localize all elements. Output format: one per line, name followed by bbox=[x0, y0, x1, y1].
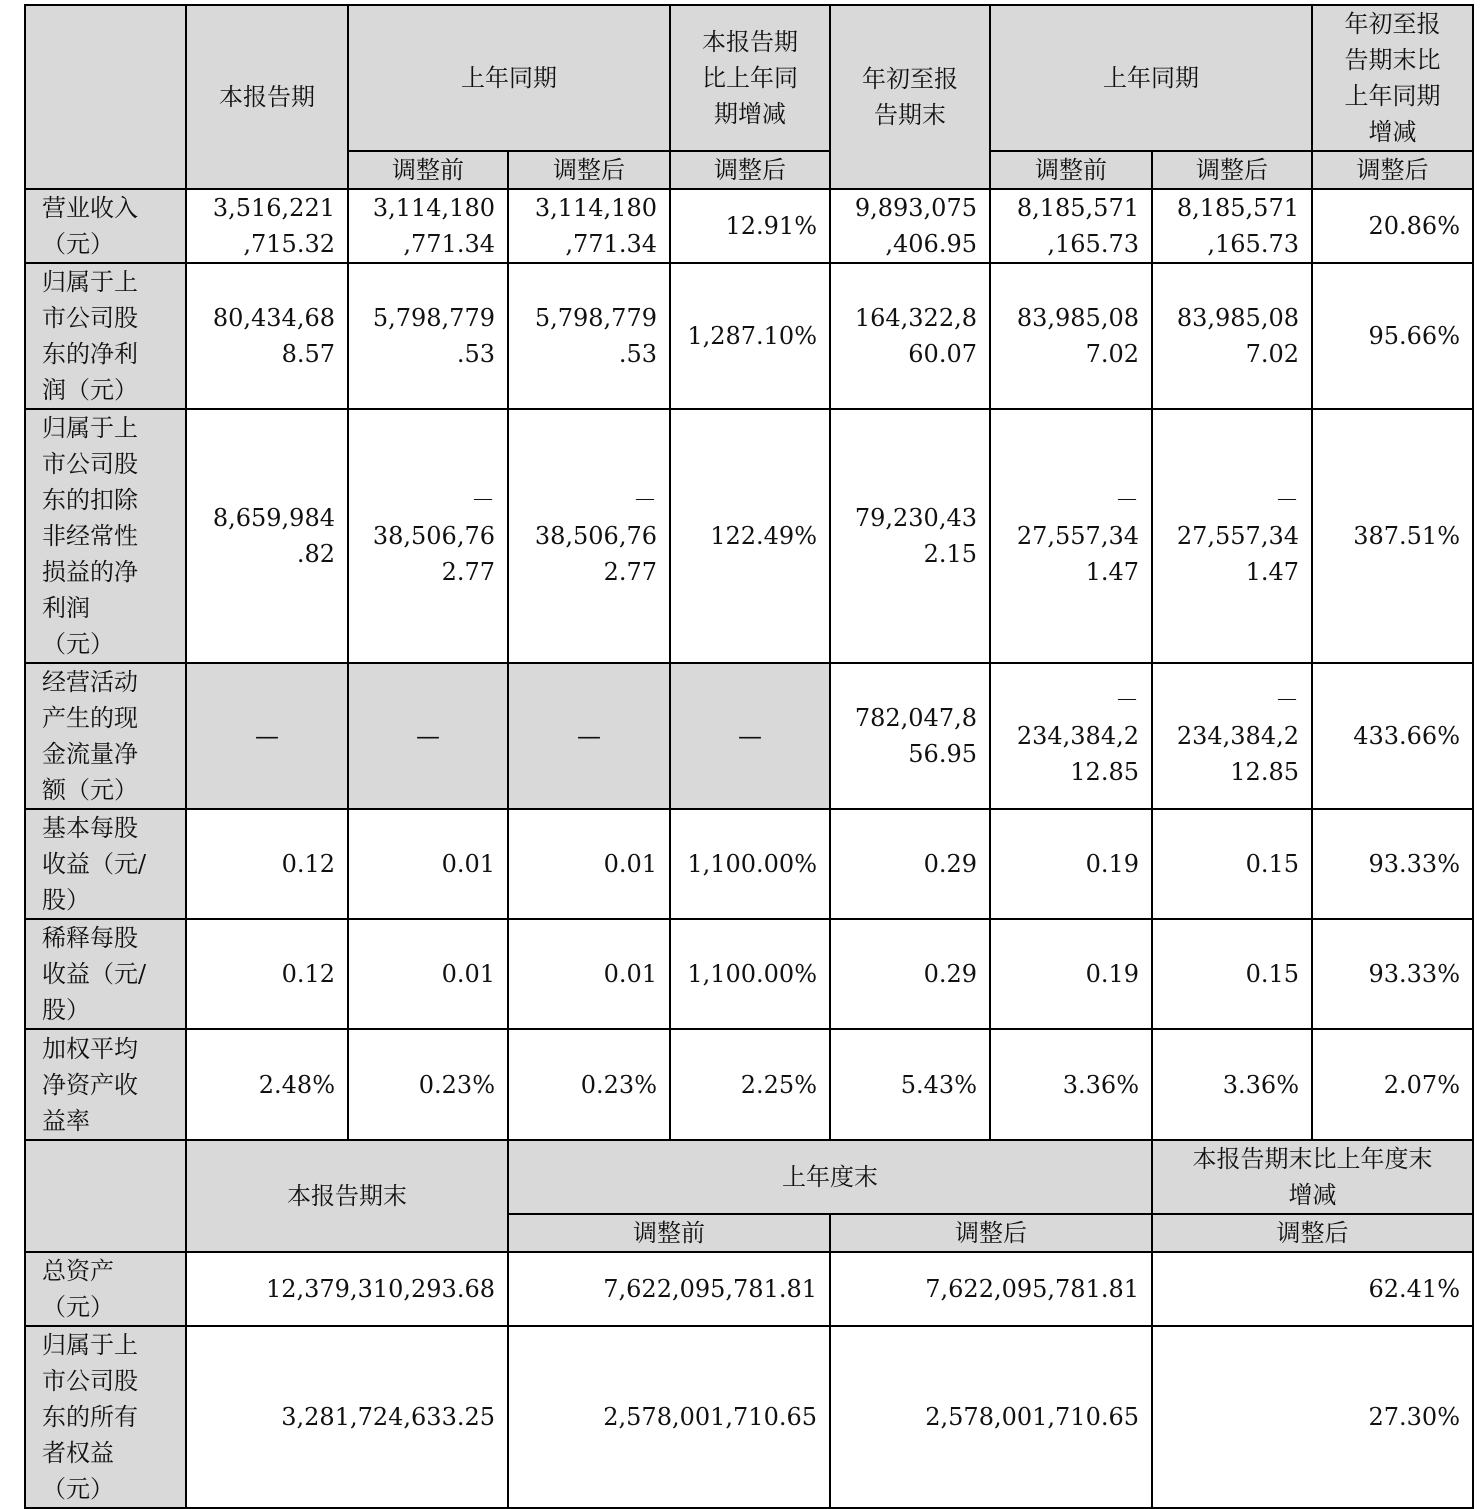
cell-current: 3,516,221 ,715.32 bbox=[186, 189, 348, 263]
row-label: 经营活动 产生的现 金流量净 额（元） bbox=[25, 663, 186, 809]
cell-ytd-prior-after: － 234,384,2 12.85 bbox=[1152, 663, 1312, 809]
cell-ytd-prior-after: 83,985,08 7.02 bbox=[1152, 263, 1312, 409]
subheader-before-adjustment: 调整前 bbox=[990, 151, 1152, 189]
table-row bbox=[25, 1029, 1473, 1140]
cell-change: 1,100.00% bbox=[670, 809, 830, 919]
cell-ytd-change: 2.07% bbox=[1312, 1029, 1473, 1140]
header-blank-cell bbox=[25, 5, 186, 189]
cell-change: 1,287.10% bbox=[670, 263, 830, 409]
cell-ytd-prior-before: 0.19 bbox=[990, 809, 1152, 919]
row-label: 总资产 （元） bbox=[25, 1252, 186, 1326]
cell-change: 27.30% bbox=[1152, 1326, 1473, 1508]
subheader-after-adjustment: 调整后 bbox=[670, 151, 830, 189]
cell-prior-before: 5,798,779 .53 bbox=[348, 263, 508, 409]
cell-prior-after: 7,622,095,781.81 bbox=[830, 1252, 1152, 1326]
row-label: 归属于上 市公司股 东的扣除 非经常性 损益的净 利润 （元） bbox=[25, 409, 186, 663]
cell-prior-before: 0.01 bbox=[348, 919, 508, 1029]
cell-prior-after: － 38,506,76 2.77 bbox=[508, 409, 670, 663]
cell-ytd-change: 387.51% bbox=[1312, 409, 1473, 663]
cell-ytd-prior-before: 83,985,08 7.02 bbox=[990, 263, 1152, 409]
row-label: 稀释每股 收益（元/ 股） bbox=[25, 919, 186, 1029]
cell-ytd-prior-before: 0.19 bbox=[990, 919, 1152, 1029]
header-period-end: 本报告期末 bbox=[186, 1140, 508, 1252]
header-ytd-vs-prior: 年初至报 告期末比 上年同期 增减 bbox=[1312, 5, 1473, 151]
cell-ytd-prior-before: 3.36% bbox=[990, 1029, 1152, 1140]
cell-current: 8,659,984 .82 bbox=[186, 409, 348, 663]
cell-current: 80,434,68 8.57 bbox=[186, 263, 348, 409]
cell-current-na: — bbox=[186, 663, 348, 809]
cell-ytd: 79,230,43 2.15 bbox=[830, 409, 990, 663]
cell-ytd-change: 93.33% bbox=[1312, 919, 1473, 1029]
cell-current: 0.12 bbox=[186, 919, 348, 1029]
row-label: 归属于上 市公司股 东的所有 者权益 （元） bbox=[25, 1326, 186, 1508]
cell-ytd-prior-before: 8,185,571 ,165.73 bbox=[990, 189, 1152, 263]
cell-prior-before: 2,578,001,710.65 bbox=[508, 1326, 830, 1508]
cell-prior-before: 0.01 bbox=[348, 809, 508, 919]
cell-change: 122.49% bbox=[670, 409, 830, 663]
cell-ytd: 0.29 bbox=[830, 809, 990, 919]
cell-ytd: 782,047,8 56.95 bbox=[830, 663, 990, 809]
cell-change: 62.41% bbox=[1152, 1252, 1473, 1326]
cell-ytd-prior-after: 0.15 bbox=[1152, 919, 1312, 1029]
table-row bbox=[25, 919, 1473, 1029]
cell-prior-after: 5,798,779 .53 bbox=[508, 263, 670, 409]
cell-prior-after: 0.23% bbox=[508, 1029, 670, 1140]
cell-prior-after: 3,114,180 ,771.34 bbox=[508, 189, 670, 263]
table-row bbox=[25, 409, 1473, 663]
cell-current: 2.48% bbox=[186, 1029, 348, 1140]
table-row bbox=[25, 189, 1473, 263]
row-label: 加权平均 净资产收 益率 bbox=[25, 1029, 186, 1140]
cell-ytd: 5.43% bbox=[830, 1029, 990, 1140]
row-label: 归属于上 市公司股 东的净利 润（元） bbox=[25, 263, 186, 409]
key-financial-data-table bbox=[24, 4, 1474, 1509]
cell-prior-after: 2,578,001,710.65 bbox=[830, 1326, 1152, 1508]
cell-ytd-change: 93.33% bbox=[1312, 809, 1473, 919]
table-row bbox=[25, 1326, 1473, 1508]
cell-ytd-prior-before: － 234,384,2 12.85 bbox=[990, 663, 1152, 809]
cell-change-na: — bbox=[670, 663, 830, 809]
table-row bbox=[25, 263, 1473, 409]
cell-change: 2.25% bbox=[670, 1029, 830, 1140]
subheader-change-after-adjustment: 调整后 bbox=[1152, 1214, 1473, 1252]
subheader-after-adjustment: 调整后 bbox=[508, 151, 670, 189]
cell-ytd-prior-after: 0.15 bbox=[1152, 809, 1312, 919]
subheader-after-adjustment: 调整后 bbox=[830, 1214, 1152, 1252]
cell-ytd-change: 95.66% bbox=[1312, 263, 1473, 409]
bottom-header-blank-cell bbox=[25, 1140, 186, 1252]
header-prior-same-period: 上年同期 bbox=[348, 5, 670, 151]
header-current-vs-prior: 本报告期 比上年同 期增减 bbox=[670, 5, 830, 151]
cell-prior-after: 0.01 bbox=[508, 809, 670, 919]
subheader-before-adjustment: 调整前 bbox=[508, 1214, 830, 1252]
cell-ytd: 164,322,8 60.07 bbox=[830, 263, 990, 409]
cell-prior-after-na: — bbox=[508, 663, 670, 809]
row-label: 基本每股 收益（元/ 股） bbox=[25, 809, 186, 919]
financial-summary bbox=[24, 4, 1474, 1509]
cell-change: 1,100.00% bbox=[670, 919, 830, 1029]
cell-ytd-prior-after: － 27,557,34 1.47 bbox=[1152, 409, 1312, 663]
header-prior-same-period-ytd: 上年同期 bbox=[990, 5, 1312, 151]
table-row bbox=[25, 663, 1473, 809]
header-row bbox=[25, 5, 1473, 151]
cell-prior-before-na: — bbox=[348, 663, 508, 809]
cell-ytd-prior-before: － 27,557,34 1.47 bbox=[990, 409, 1152, 663]
subheader-after-adjustment: 调整后 bbox=[1312, 151, 1473, 189]
cell-ytd-prior-after: 8,185,571 ,165.73 bbox=[1152, 189, 1312, 263]
header-ytd-to-period-end: 年初至报 告期末 bbox=[830, 5, 990, 189]
cell-prior-before: － 38,506,76 2.77 bbox=[348, 409, 508, 663]
table-row bbox=[25, 1252, 1473, 1326]
cell-change: 12.91% bbox=[670, 189, 830, 263]
cell-ytd: 9,893,075 ,406.95 bbox=[830, 189, 990, 263]
cell-period-end: 12,379,310,293.68 bbox=[186, 1252, 508, 1326]
bottom-header-row bbox=[25, 1140, 1473, 1214]
cell-period-end: 3,281,724,633.25 bbox=[186, 1326, 508, 1508]
subheader-before-adjustment: 调整前 bbox=[348, 151, 508, 189]
cell-prior-before: 3,114,180 ,771.34 bbox=[348, 189, 508, 263]
header-prior-year-end: 上年度末 bbox=[508, 1140, 1152, 1214]
cell-prior-before: 7,622,095,781.81 bbox=[508, 1252, 830, 1326]
header-current-period: 本报告期 bbox=[186, 5, 348, 189]
row-label: 营业收入 （元） bbox=[25, 189, 186, 263]
header-period-end-vs-prior-year-end: 本报告期末比上年度末 增减 bbox=[1152, 1140, 1473, 1214]
cell-ytd-change: 433.66% bbox=[1312, 663, 1473, 809]
cell-current: 0.12 bbox=[186, 809, 348, 919]
cell-ytd: 0.29 bbox=[830, 919, 990, 1029]
cell-ytd-change: 20.86% bbox=[1312, 189, 1473, 263]
cell-prior-before: 0.23% bbox=[348, 1029, 508, 1140]
subheader-after-adjustment: 调整后 bbox=[1152, 151, 1312, 189]
table-row bbox=[25, 809, 1473, 919]
cell-ytd-prior-after: 3.36% bbox=[1152, 1029, 1312, 1140]
cell-prior-after: 0.01 bbox=[508, 919, 670, 1029]
